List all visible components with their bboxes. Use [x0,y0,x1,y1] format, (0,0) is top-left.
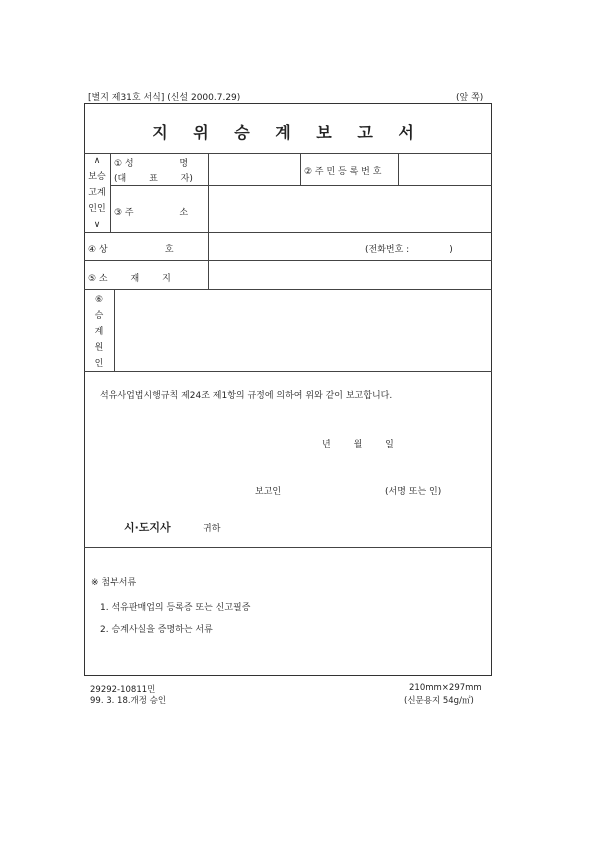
phone-label: (전화번호 : ) [365,245,453,255]
front-side-label: (앞 쪽) [456,93,484,103]
sign-hint: (서명 또는 인) [385,487,442,497]
representative-label: (대 표 자) [114,174,193,184]
address-label: ③ 주 소 [114,208,189,218]
report-statement: 석유사업법시행규칙 제24조 제1항의 규정에 의하여 위와 같이 보고합니다. [100,391,393,401]
addressee: 시·도지사 [124,521,171,534]
divider [84,260,492,261]
rrn-field[interactable] [400,155,490,183]
addressee-suffix: 귀하 [203,524,221,534]
divider [84,232,492,233]
trade-name-label: ④ 상 호 [88,245,174,255]
location-field[interactable] [210,262,490,287]
paper-type: (신문용지 54g/㎡) [404,696,474,706]
divider [398,153,399,185]
form-code: 29292-10811민 [90,685,156,695]
divider [110,153,111,232]
divider [208,153,209,289]
divider [84,371,492,372]
name-field[interactable] [210,155,298,183]
address-field[interactable] [210,187,490,230]
page-title: 지 위 승 계 보 고 서 [152,123,424,142]
divider [84,547,492,548]
attachments-heading: ※ 첨부서류 [91,578,137,588]
divider [110,185,492,186]
divider [300,153,301,185]
reporter-sign-label: 보고인 [255,487,282,497]
succession-cause-label: ⑥ 승 계 원 인 [94,295,104,369]
divider [114,289,115,371]
attachment-item: 2. 승계사실을 증명하는 서류 [100,625,213,635]
divider [84,153,492,154]
succession-cause-field[interactable] [116,291,490,369]
name-label: ① 성 명 [114,159,189,169]
location-label: ⑤ 소 재 지 [88,274,171,284]
date-line: 년 월 일 [322,440,394,450]
divider [84,289,492,290]
reporter-side-label: ∧ 보승 고계 인인 ∨ [88,156,106,230]
approval-date: 99. 3. 18.개정 승인 [90,696,167,706]
paper-size: 210mm×297mm [409,683,482,693]
attachment-item: 1. 석유판매업의 등록증 또는 신고필증 [100,603,251,613]
trade-name-field[interactable] [210,234,360,258]
form-number-label: [별지 제31호 서식] (신설 2000.7.29) [88,93,241,103]
rrn-label: ② 주 민 등 록 번 호 [304,167,382,177]
